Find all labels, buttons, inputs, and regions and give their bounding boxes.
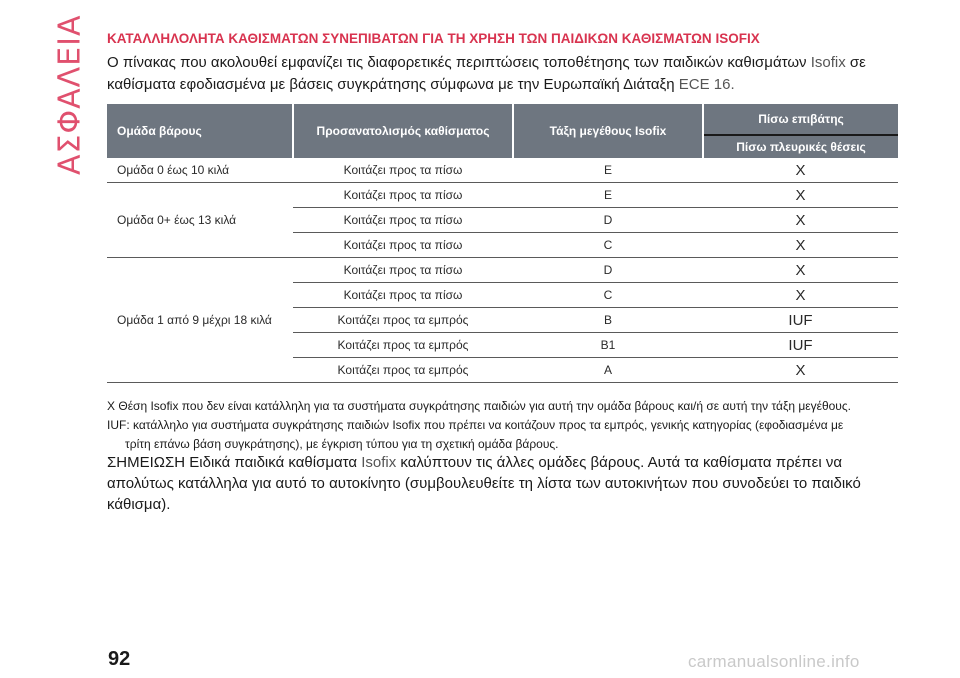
section-side-label: ΑΣΦΑΛΕΙΑ xyxy=(52,14,88,176)
cell-group: Ομάδα 1 από 9 μέχρι 18 κιλά xyxy=(107,258,293,383)
header-rear-passenger: Πίσω επιβάτης xyxy=(703,104,898,135)
header-size-class xyxy=(513,104,703,158)
cell-value: X xyxy=(703,283,898,308)
page-number: 92 xyxy=(108,648,131,670)
cell-size: C xyxy=(513,233,703,258)
important-note-isofix: Isofix xyxy=(361,454,397,471)
note-iuf-continued: τρίτη επάνω βάση συγκράτησης), με έγκριση τύπου για τη σχετική ομάδα βάρους. xyxy=(125,437,559,451)
cell-size: B1 xyxy=(513,333,703,358)
title-main: ΚΑΤΑΛΛΗΛΟΛΗΤΑ ΚΑΘΙΣΜΑΤΩΝ ΣΥΝΕΠΙΒΑΤΩΝ ΓΙΑ ΤΗ ΧΡΗΣΗ ΤΩΝ ΠΑΙΔΙΚΩΝ ΚΑΘΙΣΜΑΤΩΝ xyxy=(107,31,712,46)
header-size-class-isofix: Isofix xyxy=(635,124,667,138)
cell-size: E xyxy=(513,158,703,183)
cell-orientation: Κοιτάζει προς τα πίσω xyxy=(293,233,513,258)
header-orientation: Προσανατολισμός καθίσματος xyxy=(293,104,513,158)
important-note-rest: καλύπτουν τις άλλες ομάδες βάρους. Αυτά τα καθίσματα πρέπει να απολύτως κατάλληλα για αυτό το αυτοκίνητο (συμβουλευθείτε τη λίστα των αυτοκινήτων που συνοδεύει το παιδικό κάθισμα). xyxy=(107,454,861,513)
cell-value: X xyxy=(703,208,898,233)
intro-isofix: Isofix xyxy=(810,54,846,71)
cell-size: D xyxy=(513,208,703,233)
note-x-text: Θέση Isofix που δεν είναι κατάλληλη για τα συστήματα συγκράτησης παιδιών για αυτή την ομάδα βάρους και/ή σε αυτή την τάξη μεγέθους. xyxy=(118,399,851,413)
intro-ece: ECE 16. xyxy=(678,76,735,93)
note-x xyxy=(107,398,897,415)
cell-value: X xyxy=(703,258,898,283)
cell-value: IUF xyxy=(703,308,898,333)
header-size-class-prefix: Τάξη μεγέθους xyxy=(549,124,632,138)
cell-value: IUF xyxy=(703,333,898,358)
cell-value: X xyxy=(703,158,898,183)
cell-orientation: Κοιτάζει προς τα πίσω xyxy=(293,183,513,208)
note-iuf-text1: κατάλληλο για συστήματα συγκράτησης παιδιών Isofix που πρέπει να κοιτάζουν προς τα εμπρός, γενικής κατηγορίας (εφοδιασμένα με xyxy=(133,418,844,432)
cell-orientation: Κοιτάζει προς τα πίσω xyxy=(293,208,513,233)
watermark: carmanualsonline.info xyxy=(688,652,860,671)
intro-part1: Ο πίνακας που ακολουθεί εμφανίζει τις διαφορετικές περιπτώσεις τοποθέτησης των παιδικών καθισμάτων xyxy=(107,54,807,71)
cell-size: E xyxy=(513,183,703,208)
cell-orientation: Κοιτάζει προς τα εμπρός xyxy=(293,333,513,358)
cell-size: B xyxy=(513,308,703,333)
cell-size: C xyxy=(513,283,703,308)
title-isofix: ISOFIX xyxy=(715,31,760,46)
table-notes xyxy=(107,398,897,455)
table-row xyxy=(107,158,898,183)
table-row xyxy=(107,258,898,283)
page-title xyxy=(107,30,907,48)
header-rear-side-seats: Πίσω πλευρικές θέσεις xyxy=(703,135,898,158)
cell-value: X xyxy=(703,183,898,208)
note-x-label: X xyxy=(107,399,116,413)
cell-group: Ομάδα 0 έως 10 κιλά xyxy=(107,158,293,183)
cell-group: Ομάδα 0+ έως 13 κιλά xyxy=(107,183,293,258)
note-iuf-label: IUF: xyxy=(107,418,130,432)
table-row xyxy=(107,183,898,208)
header-weight-group: Ομάδα βάρους xyxy=(107,104,293,158)
cell-size: D xyxy=(513,258,703,283)
isofix-table xyxy=(107,104,898,383)
cell-value: X xyxy=(703,233,898,258)
cell-orientation: Κοιτάζει προς τα πίσω xyxy=(293,258,513,283)
important-note xyxy=(107,452,897,515)
cell-orientation: Κοιτάζει προς τα πίσω xyxy=(293,158,513,183)
cell-size: A xyxy=(513,358,703,383)
important-note-lead: ΣΗΜΕΙΩΣΗ Ειδικά παιδικά καθίσματα xyxy=(107,454,358,471)
cell-orientation: Κοιτάζει προς τα πίσω xyxy=(293,283,513,308)
cell-orientation: Κοιτάζει προς τα εμπρός xyxy=(293,358,513,383)
intro-paragraph xyxy=(107,52,897,96)
cell-value: X xyxy=(703,358,898,383)
cell-orientation: Κοιτάζει προς τα εμπρός xyxy=(293,308,513,333)
note-iuf xyxy=(107,417,897,434)
intro-part2: σε καθίσματα εφοδιασμένα με βάσεις συγκράτησης σύμφωνα με την Ευρωπαϊκή Διάταξη xyxy=(107,54,866,93)
